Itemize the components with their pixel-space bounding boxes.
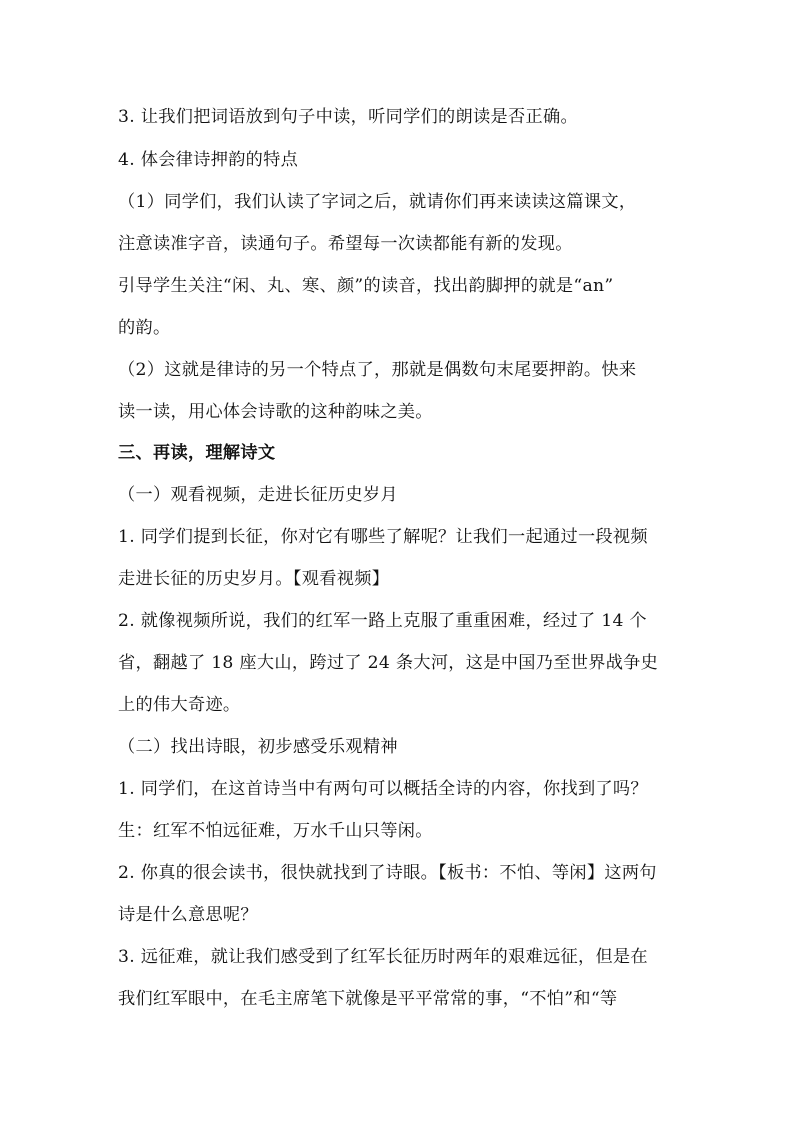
text-line: 注意读准字音，读通句子。希望每一次读都能有新的发现。 [118,234,573,254]
text-line: （2）这就是律诗的另一个特点了，那就是偶数句末尾要押韵。快来 [118,360,637,380]
text-line: 2. 你真的很会读书，很快就找到了诗眼。【板书：不怕、等闲】这两句 [118,863,657,883]
section-heading: 4. 体会律诗押韵的特点 [118,150,299,170]
text-line: 1. 同学们，在这首诗当中有两句可以概括全诗的内容，你找到了吗？ [118,779,648,799]
text-line: 2. 就像视频所说，我们的红军一路上克服了重重困难，经过了 14 个 [118,611,647,631]
text-line: 走进长征的历史岁月。【观看视频】 [118,569,390,589]
subsection-heading: （一）观看视频，走进长征历史岁月 [118,485,398,505]
subsection-heading: （二）找出诗眼，初步感受乐观精神 [118,737,398,757]
text-line: 的韵。 [118,318,171,338]
text-line: 生：红军不怕远征难，万水千山只等闲。 [118,821,433,841]
text-line: 读一读，用心体会诗歌的这种韵味之美。 [118,402,433,422]
text-line: （1）同学们，我们认读了字词之后，就请你们再来读读这篇课文， [118,192,637,212]
text-line: 诗是什么意思呢？ [118,905,258,925]
text-line: 3. 远征难，就让我们感受到了红军长征历时两年的艰难远征，但是在 [118,947,648,967]
text-line: 我们红军眼中，在毛主席笔下就像是平平常常的事，“不怕”和“等 [118,989,618,1009]
text-line: 引导学生关注“闲、丸、寒、颜”的读音，找出韵脚押的就是“an” [118,276,614,296]
text-line: 3. 让我们把词语放到句子中读，听同学们的朗读是否正确。 [118,107,578,127]
chapter-heading: 三、再读，理解诗文 [118,443,276,463]
text-line: 上的伟大奇迹。 [118,695,241,715]
text-line: 省，翻越了 18 座大山，跨过了 24 条大河，这是中国乃至世界战争史 [118,653,659,673]
text-line: 1. 同学们提到长征，你对它有哪些了解呢？让我们一起通过一段视频 [118,527,648,547]
